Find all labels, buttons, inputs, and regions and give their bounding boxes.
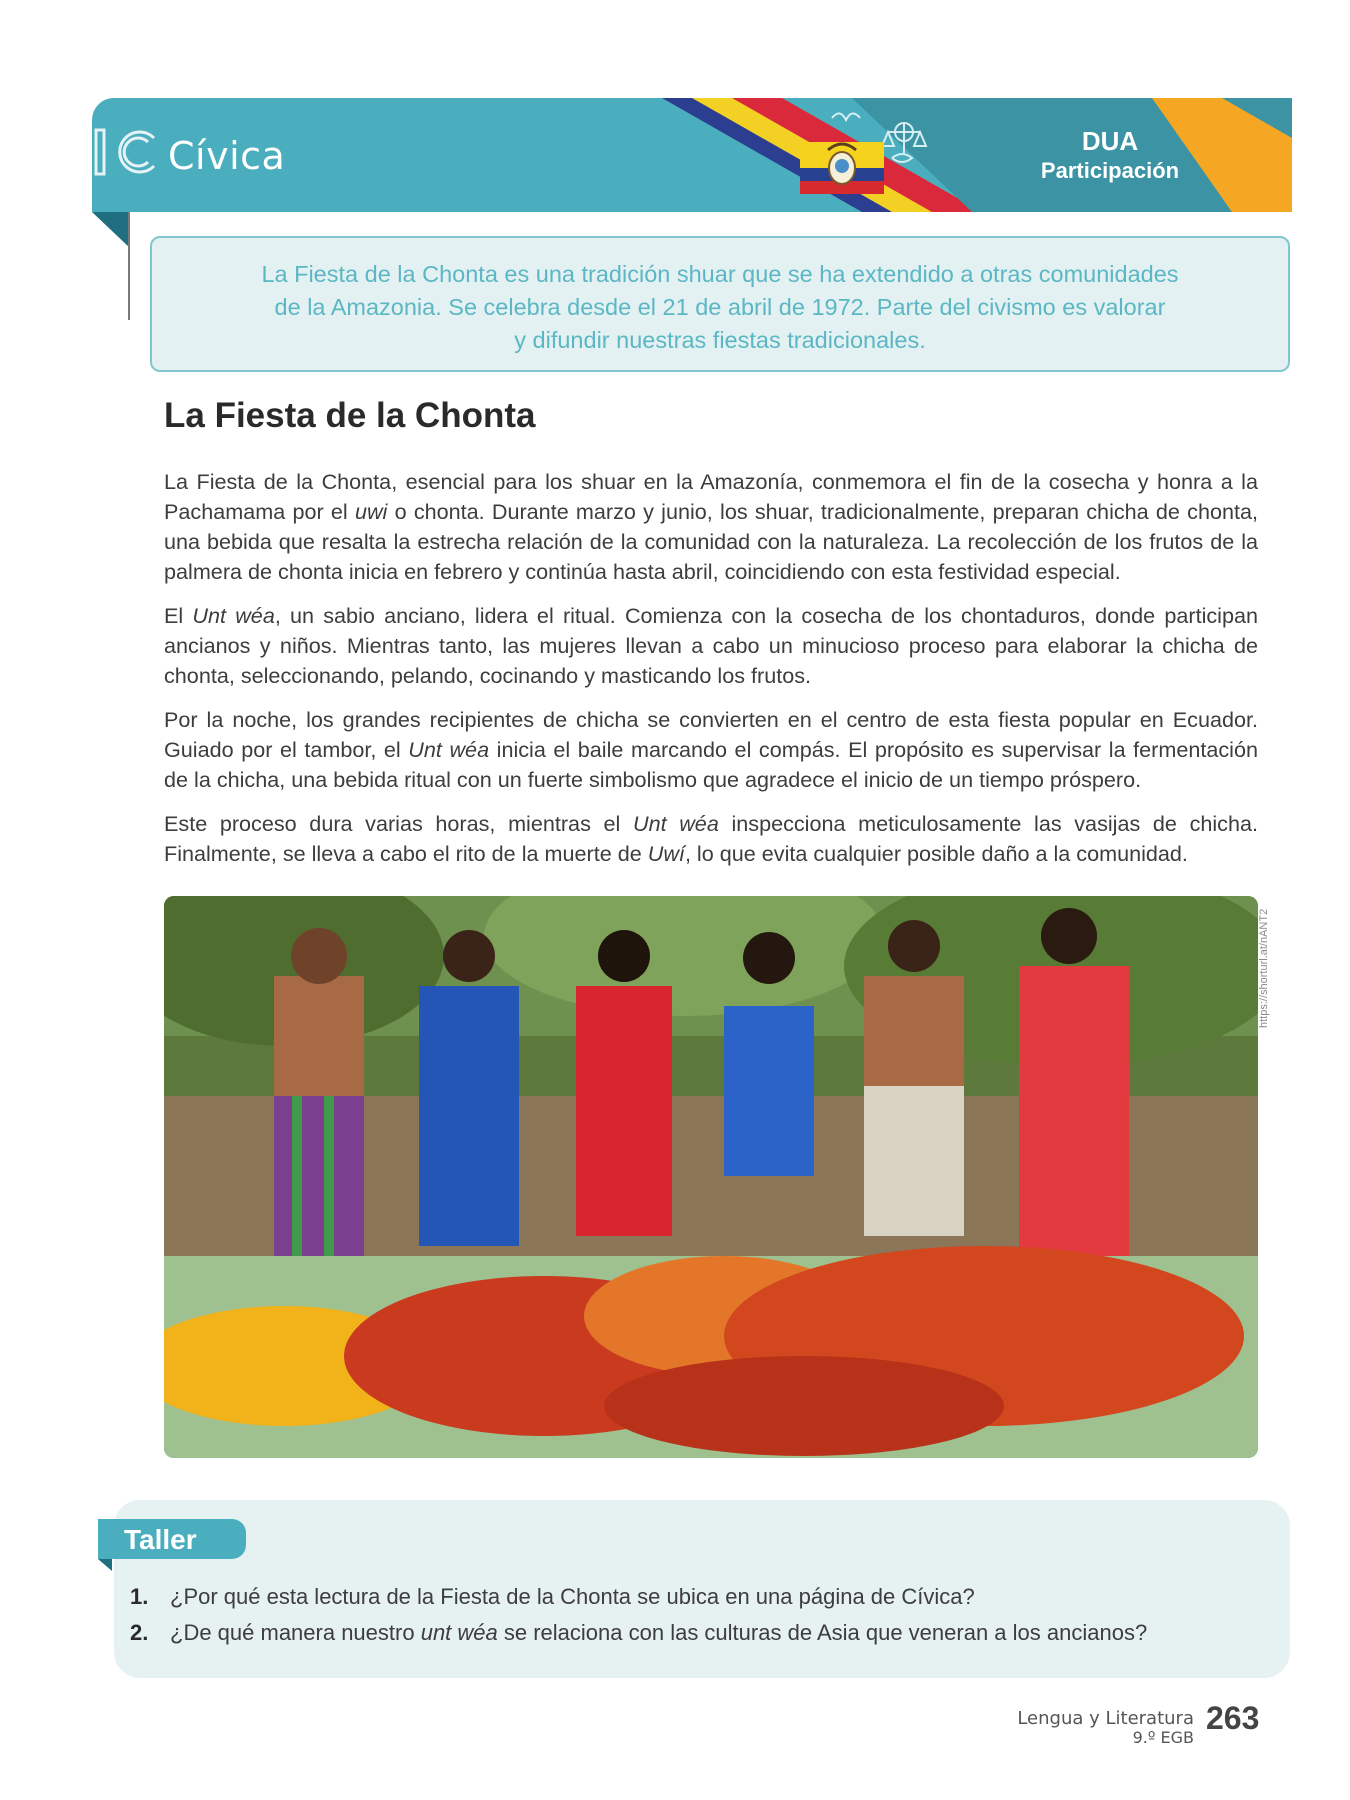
intro-line: de la Amazonia. Se celebra desde el 21 de abril de 1972. Parte del civismo es valorar xyxy=(274,294,1166,320)
question-text: ¿Por qué esta lectura de la Fiesta de la Chonta se ubica en una página de Cívica? xyxy=(170,1584,975,1609)
emphasis: Uwí xyxy=(647,841,685,866)
text-run: inspecciona meticulosamente las vasijas de chicha. Finalmente, se lleva a cabo el rito de la muerte de xyxy=(164,811,1258,866)
ic-logo-icon xyxy=(92,126,164,178)
photo-credit: https://shorturl.at/nANT2 xyxy=(1258,908,1270,1028)
text-run: El xyxy=(164,603,193,628)
photo-illustration xyxy=(164,896,1258,1458)
footer-subject: Lengua y Literatura xyxy=(1017,1708,1194,1729)
question-text: ¿De qué manera nuestro xyxy=(170,1620,421,1645)
dua-title: DUA xyxy=(1081,126,1139,156)
text-run: , lo que evita cualquier posible daño a la comunidad. xyxy=(684,841,1188,866)
paragraph-4 xyxy=(164,809,1258,869)
paragraph-3 xyxy=(164,705,1258,795)
text-run: inicia el baile marcando el compás. El propósito es supervisar la fermentación de la chicha, una bebida ritual con un fuerte simbolismo que agradece el inicio de un tiempo próspero. xyxy=(164,737,1258,792)
question-text: se relaciona con las culturas de Asia que veneran a los ancianos? xyxy=(497,1620,1148,1645)
text-run: Este proceso dura varias horas, mientras el xyxy=(164,811,633,836)
intro-line: y difundir nuestras fiestas tradicionales. xyxy=(514,327,926,353)
section-title: Cívica xyxy=(168,134,286,178)
emphasis: uwi xyxy=(354,499,388,524)
banner-fold xyxy=(92,212,130,248)
emphasis: Unt wéa xyxy=(192,603,275,628)
emphasis: unt wéa xyxy=(420,1620,498,1645)
article-title: La Fiesta de la Chonta xyxy=(164,396,536,435)
text-run: La Fiesta de la Chonta, esencial para los shuar en la Amazonía, conmemora el fin de la cosecha y honra a la Pachamama por el xyxy=(164,469,1258,524)
question-number: 1. xyxy=(130,1584,149,1609)
dua-subtitle: Participación xyxy=(1040,158,1180,183)
paragraph-1 xyxy=(164,467,1258,587)
emphasis: Unt wéa xyxy=(408,737,490,762)
emphasis: Unt wéa xyxy=(632,811,719,836)
question-number: 2. xyxy=(130,1620,149,1645)
text-run: , un sabio anciano, lidera el ritual. Comienza con la cosecha de los chontaduros, donde participan ancianos y niños. Mientras tanto, las mujeres llevan a cabo un minucioso proceso para elaborar la chicha de chonta, seleccionando, pelando, cocinando y masticando los frutos. xyxy=(164,603,1258,688)
taller-label: Taller xyxy=(124,1524,197,1555)
intro-text xyxy=(190,258,1250,357)
text-run: Por la noche, los grandes recipientes de chicha se convierten en el centro de esta fiesta popular en Ecuador. Guiado por el tambor, el xyxy=(164,707,1258,762)
taller-tab-fold xyxy=(98,1559,112,1571)
banner-vertical-line xyxy=(128,212,130,320)
chonta-festival-photo xyxy=(164,896,1258,1458)
paragraph-2 xyxy=(164,601,1258,691)
page-number: 263 xyxy=(1206,1700,1260,1736)
footer-grade: 9.º EGB xyxy=(1132,1728,1194,1747)
ecuador-flag-icon xyxy=(800,136,884,200)
intro-line: La Fiesta de la Chonta es una tradición shuar que se ha extendido a otras comunidades xyxy=(261,261,1179,287)
question-2 xyxy=(130,1620,1147,1646)
text-run: o chonta. Durante marzo y junio, los shuar, tradicionalmente, preparan chicha de chonta, una bebida que resalta la estrecha relación de la comunidad con la naturaleza. La recolección de los frutos de la palmera de chonta inicia en febrero y continúa hasta abril, coincidiendo con esta festividad especial. xyxy=(164,499,1258,584)
question-1 xyxy=(130,1584,975,1610)
